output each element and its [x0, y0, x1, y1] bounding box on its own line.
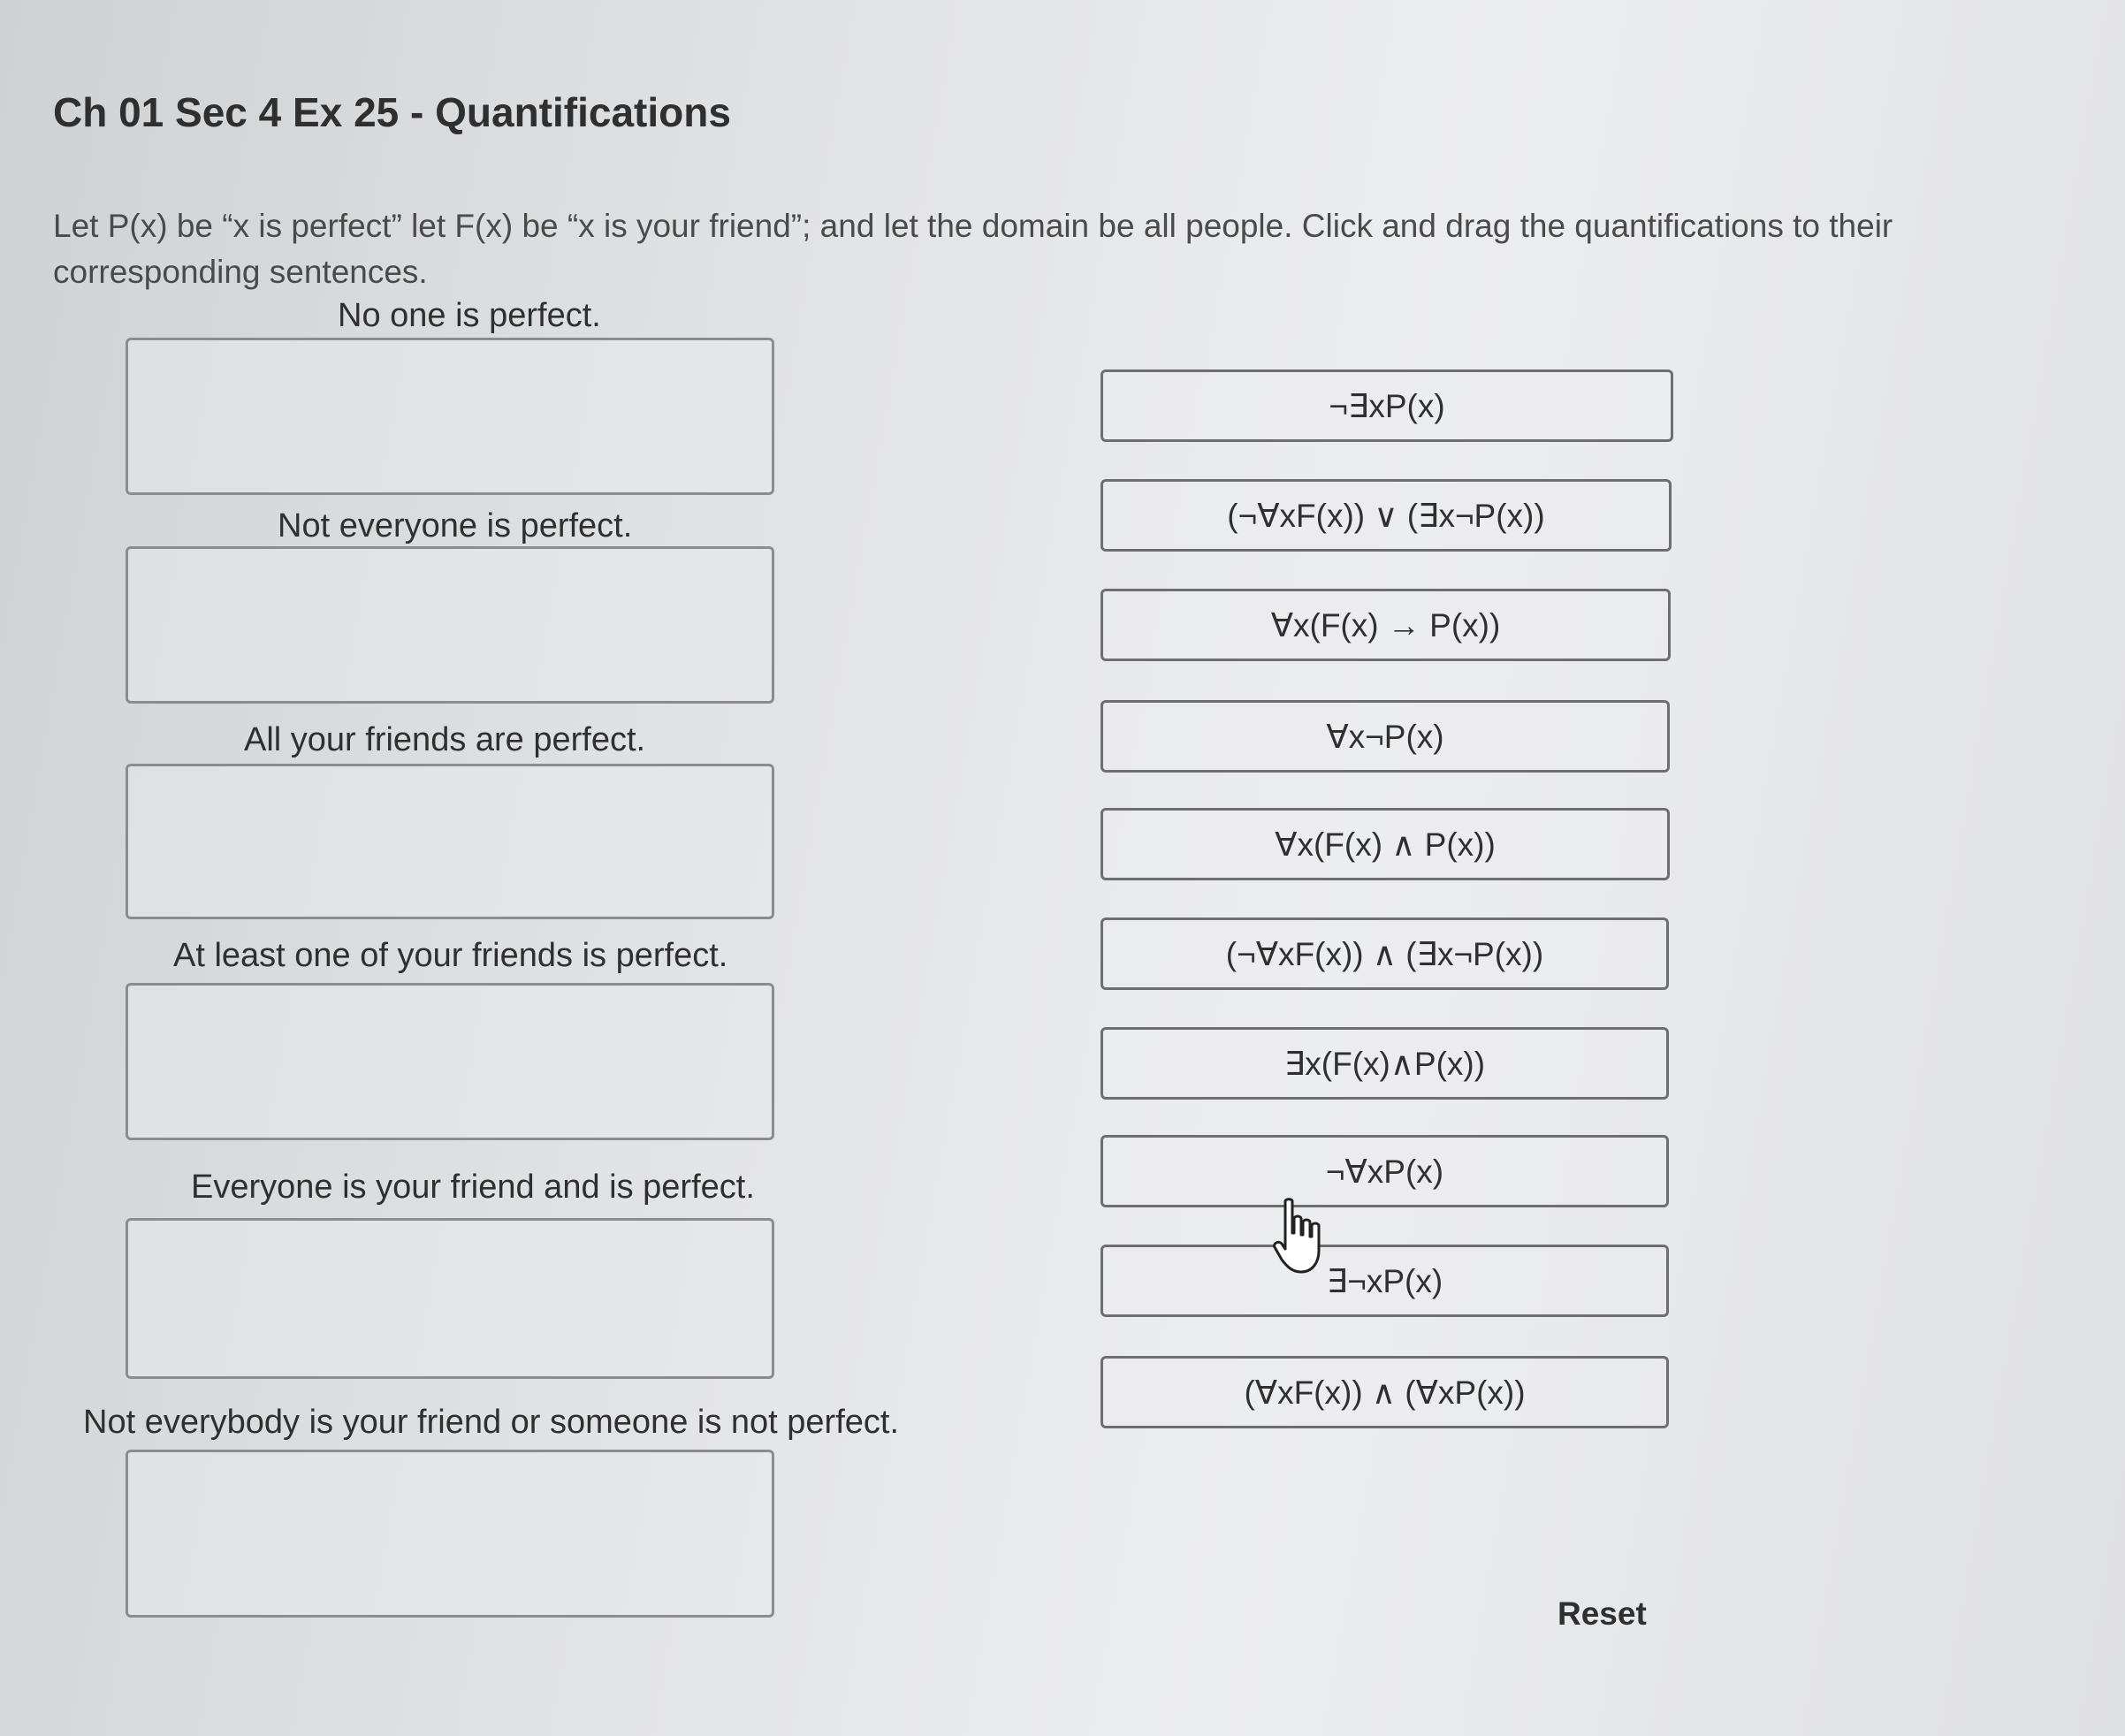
- sentence-label-not-everyone-perfect: Not everyone is perfect.: [278, 507, 633, 544]
- tile-forall-not-p[interactable]: ∀x¬P(x): [1101, 700, 1670, 773]
- tile-not-forall-f-or-exists-not-p[interactable]: (¬∀xF(x)) ∨ (∃x¬P(x)): [1101, 479, 1672, 552]
- drop-zone-not-everyone-perfect[interactable]: [126, 546, 774, 704]
- drop-zone-no-one-perfect[interactable]: [126, 338, 774, 495]
- instructions-line-1: Let P(x) be “x is perfect” let F(x) be “x is your friend”; and let the domain be all people. Click and drag the quantifications to their: [53, 208, 1893, 244]
- instructions: [53, 203, 2033, 295]
- instructions-line-2: corresponding sentences.: [53, 254, 428, 290]
- tile-not-exists-p[interactable]: ¬∃xP(x): [1101, 369, 1673, 442]
- drop-zone-everyone-friend-perfect[interactable]: [126, 1218, 774, 1379]
- sentence-label-one-friend-perfect: At least one of your friends is perfect.: [173, 937, 728, 974]
- tile-forall-f-implies-p[interactable]: ∀x(F(x) → P(x)): [1101, 589, 1671, 661]
- drop-zone-not-everybody-friend-or-not-perfect[interactable]: [126, 1450, 774, 1618]
- page-title: Ch 01 Sec 4 Ex 25 - Quantifications: [53, 89, 731, 135]
- drop-zone-all-friends-perfect[interactable]: [126, 764, 774, 919]
- reset-button[interactable]: Reset: [1558, 1595, 1647, 1632]
- drop-zone-one-friend-perfect[interactable]: [126, 983, 774, 1140]
- sentence-label-no-one-perfect: No one is perfect.: [338, 297, 601, 334]
- sentence-label-not-everybody-friend-or-not-perfect: Not everybody is your friend or someone is not perfect.: [83, 1404, 900, 1441]
- tile-exists-f-and-p[interactable]: ∃x(F(x)∧P(x)): [1101, 1027, 1669, 1100]
- tile-not-forall-f-and-exists-not-p[interactable]: (¬∀xF(x)) ∧ (∃x¬P(x)): [1101, 917, 1669, 990]
- tile-forall-f-and-forall-p[interactable]: (∀xF(x)) ∧ (∀xP(x)): [1101, 1356, 1669, 1428]
- hand-pointer-icon: [1273, 1198, 1335, 1277]
- tile-not-forall-p[interactable]: ¬∀xP(x): [1101, 1135, 1669, 1207]
- sentence-label-everyone-friend-perfect: Everyone is your friend and is perfect.: [191, 1169, 755, 1206]
- tile-forall-f-and-p[interactable]: ∀x(F(x) ∧ P(x)): [1101, 808, 1670, 880]
- tile-exists-not-x-p[interactable]: ∃¬xP(x): [1101, 1245, 1669, 1317]
- sentence-label-all-friends-perfect: All your friends are perfect.: [244, 721, 646, 758]
